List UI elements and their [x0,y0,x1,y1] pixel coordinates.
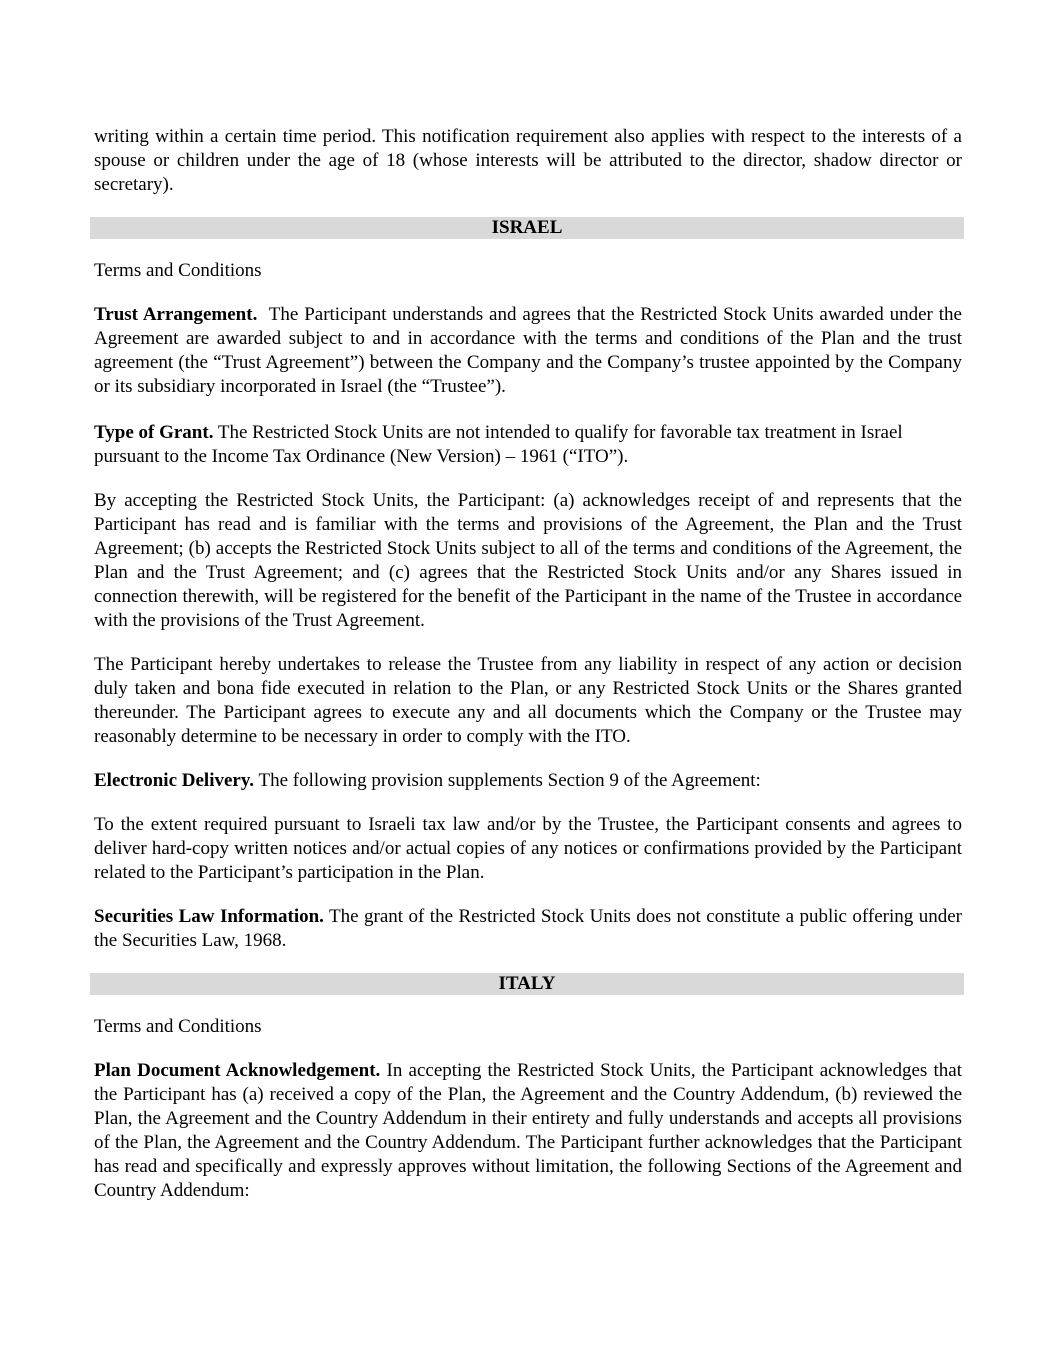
type-of-grant-title: Type of Grant. [94,422,214,443]
securities-law-title: Securities Law Information. [94,906,324,927]
securities-law-text: The grant of the Restricted Stock Units does not constitute a public offering under the Securities Law, 1968. [94,906,962,951]
section-heading-italy: ITALY [90,973,964,995]
plan-document-text: In accepting the Restricted Stock Units, the Participant acknowledges that the Participant has (a) received a copy of the Plan, the Agreement and the Country Addendum, (b) reviewed the Plan, the Agreement and the Country Addendum in their entirety and fully understands and accepts all provisions of the Plan, the Agreement and the Country Addendum. The Participant further acknowledges that the Participant has read and specifically and expressly approves without limitation, the following Sections of the Agreement and Country Addendum: [94,1060,963,1201]
release-paragraph: The Participant hereby undertakes to release the Trustee from any liability in respect of any action or decision duly taken and bona fide executed in relation to the Plan, or any Restricted Stock Units or the Shares granted thereunder. The Participant agrees to execute any and all documents which the Company or the Trustee may reasonably determine to be necessary in order to comply with the ITO. [94,654,962,747]
italy-terms-subheading: Terms and Conditions [94,1016,262,1037]
document-page [94,125,962,1223]
trust-arrangement-paragraph [94,303,962,399]
israel-terms-subheading: Terms and Conditions [94,260,262,281]
intro-continuation: writing within a certain time period. This notification requirement also applies with respect to the interests of a spouse or children under the age of 18 (whose interests will be attributed to the director, shadow director or secretary). [94,126,962,195]
type-of-grant-paragraph [94,421,962,469]
plan-document-title: Plan Document Acknowledgement. [94,1060,381,1081]
section-heading-israel: ISRAEL [90,217,964,239]
electronic-delivery-title: Electronic Delivery. [94,770,255,791]
type-of-grant-text: The Restricted Stock Units are not intended to qualify for favorable tax treatment in Israel pursuant to the Income Tax Ordinance (New Version) – 1961 (“ITO”). [94,422,903,467]
accepting-paragraph: By accepting the Restricted Stock Units, the Participant: (a) acknowledges receipt of and represents that the Participant has read and is familiar with the terms and provisions of the Agreement, the Plan and the Trust Agreement; (b) accepts the Restricted Stock Units subject to all of the terms and conditions of the Agreement, the Plan and the Trust Agreement; and (c) agrees that the Restricted Stock Units and/or any Shares issued in connection therewith, will be registered for the benefit of the Participant in the name of the Trustee in accordance with the provisions of the Trust Agreement. [94,490,962,631]
electronic-delivery-paragraph [94,769,962,793]
securities-law-paragraph [94,905,962,953]
trust-arrangement-text: The Participant understands and agrees that the Restricted Stock Units awarded under the Agreement are awarded subject to and in accordance with the terms and conditions of the Plan and the trust agreement (the “Trust Agreement”) between the Company and the Company’s trustee appointed by the Company or its subsidiary incorporated in Israel (the “Trustee”). [94,304,962,397]
extent-paragraph: To the extent required pursuant to Israeli tax law and/or by the Trustee, the Participant consents and agrees to deliver hard-copy written notices and/or actual copies of any notices or confirmations provided by the Participant related to the Participant’s participation in the Plan. [94,814,962,883]
trust-arrangement-title: Trust Arrangement. [94,304,258,325]
plan-document-paragraph [94,1059,962,1203]
electronic-delivery-text: The following provision supplements Section 9 of the Agreement: [258,770,761,791]
